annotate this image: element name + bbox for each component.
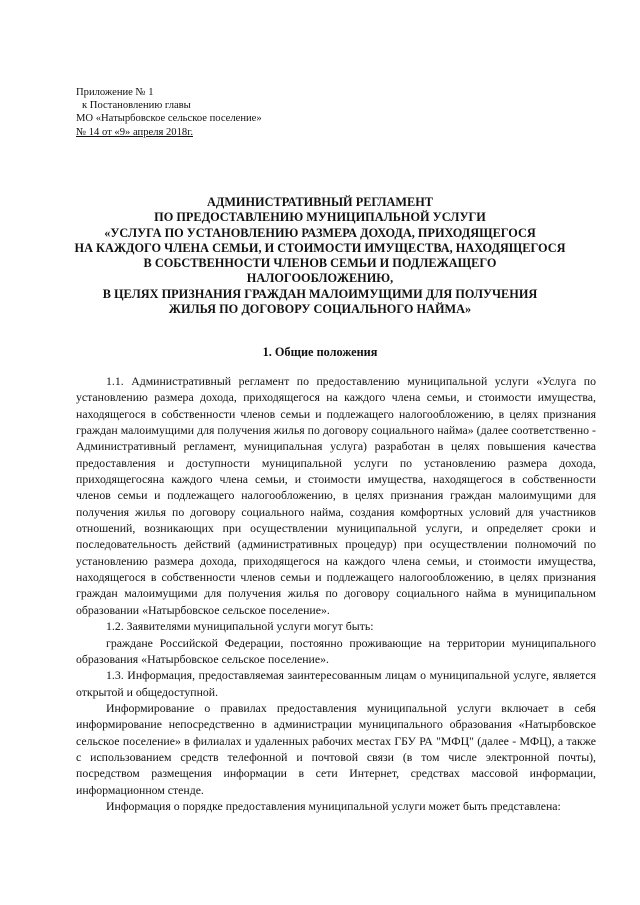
paragraph-1-1: 1.1. Административный регламент по предоставлению муниципальной услуги «Услуга по установлению размера дохода, приходящегося на каждого члена семьи, и стоимости имущества, находящегося в собственности членов семьи и подлежащего налогообложению, в целях признания граждан малоимущими для получения жилья по договору социального найма» (далее соответственно - Административный регламент, муниципальная услуга) разработан в целях повышения качества предоставления и доступности муниципальной услуги по установлению размера дохода, приходящегосяна каждого члена семьи, и стоимости имущества, находящегося в собственности членов семьи и подлежащего налогообложению, в целях признания граждан малоимущими для получения жилья по договору социального найма, создания комфортных условий для участников отношений, возникающих при осуществлении муниципальной услуги, и определяет сроки и последовательность действий (административных процедур) при осуществлении полномочий по установлению размера дохода, приходящегося на каждого члена семьи, и стоимости имущества, находящегося в собственности членов семьи и подлежащего налогообложению, в целях признания граждан малоимущими для получения жилья по договору социального найма в муниципальном образовании «Натырбовское сельское поселение». bbox=[76, 374, 596, 617]
title-line: ПО ПРЕДОСТАВЛЕНИЮ МУНИЦИПАЛЬНОЙ УСЛУГИ bbox=[154, 210, 486, 225]
paragraph-1-2: 1.2. Заявителями муниципальной услуги могут быть: bbox=[106, 619, 374, 634]
annex-resolution: к Постановлению главы bbox=[82, 100, 191, 112]
title-line: АДМИНИСТРАТИВНЫЙ РЕГЛАМЕНТ bbox=[206, 195, 433, 209]
paragraph-applicants: граждане Российской Федерации, постоянно проживающие на территории муниципального образования «Натырбовское сельское поселение». bbox=[76, 635, 596, 666]
annex-number: Приложение № 1 bbox=[76, 87, 154, 98]
title-line: НА КАЖДОГО ЧЛЕНА СЕМЬИ, И СТОИМОСТИ ИМУЩЕСТВА, НАХОДЯЩЕГОСЯ bbox=[74, 240, 566, 255]
paragraph-1-3: 1.3. Информация, предоставляемая заинтересованным лицам о муниципальной услуге, является открытой и общедоступной. bbox=[76, 668, 596, 699]
document-title bbox=[70, 195, 570, 317]
title-line: «УСЛУГА ПО УСТАНОВЛЕНИЮ РАЗМЕРА ДОХОДА, ПРИХОДЯЩЕГОСЯ bbox=[104, 225, 536, 240]
annex-date: № 14 от «9» апреля 2018г. bbox=[76, 126, 193, 138]
annex-municipality: МО «Натырбовское сельское поселение» bbox=[76, 113, 262, 125]
title-line: ЖИЛЬЯ ПО ДОГОВОРУ СОЦИАЛЬНОГО НАЙМА» bbox=[168, 302, 472, 317]
paragraph-informing: Информирование о правилах предоставления муниципальной услуги включает в себя информирование непосредственно в администрации муниципального образования «Натырбовское сельское поселение» в филиалах и удаленных рабочих местах ГБУ РА "МФЦ" (далее - МФЦ), а также с использованием средств телефонной и почтовой связи (в том числе электронной почты), посредством размещения информации в сети Интернет, средствах массовой информации, информационном стенде. bbox=[76, 700, 596, 797]
title-line: НАЛОГООБЛОЖЕНИЮ, bbox=[246, 271, 394, 286]
title-line: В ЦЕЛЯХ ПРИЗНАНИЯ ГРАЖДАН МАЛОИМУЩИМИ ДЛЯ ПОЛУЧЕНИЯ bbox=[102, 286, 538, 301]
annex-block bbox=[76, 86, 262, 139]
section-heading: 1. Общие положения bbox=[262, 345, 378, 359]
document-body bbox=[76, 373, 596, 814]
paragraph-info-procedure: Информация о порядке предоставления муниципальной услуги может быть представлена: bbox=[106, 798, 561, 813]
title-line: В СОБСТВЕННОСТИ ЧЛЕНОВ СЕМЬИ И ПОДЛЕЖАЩЕГО bbox=[143, 256, 497, 271]
